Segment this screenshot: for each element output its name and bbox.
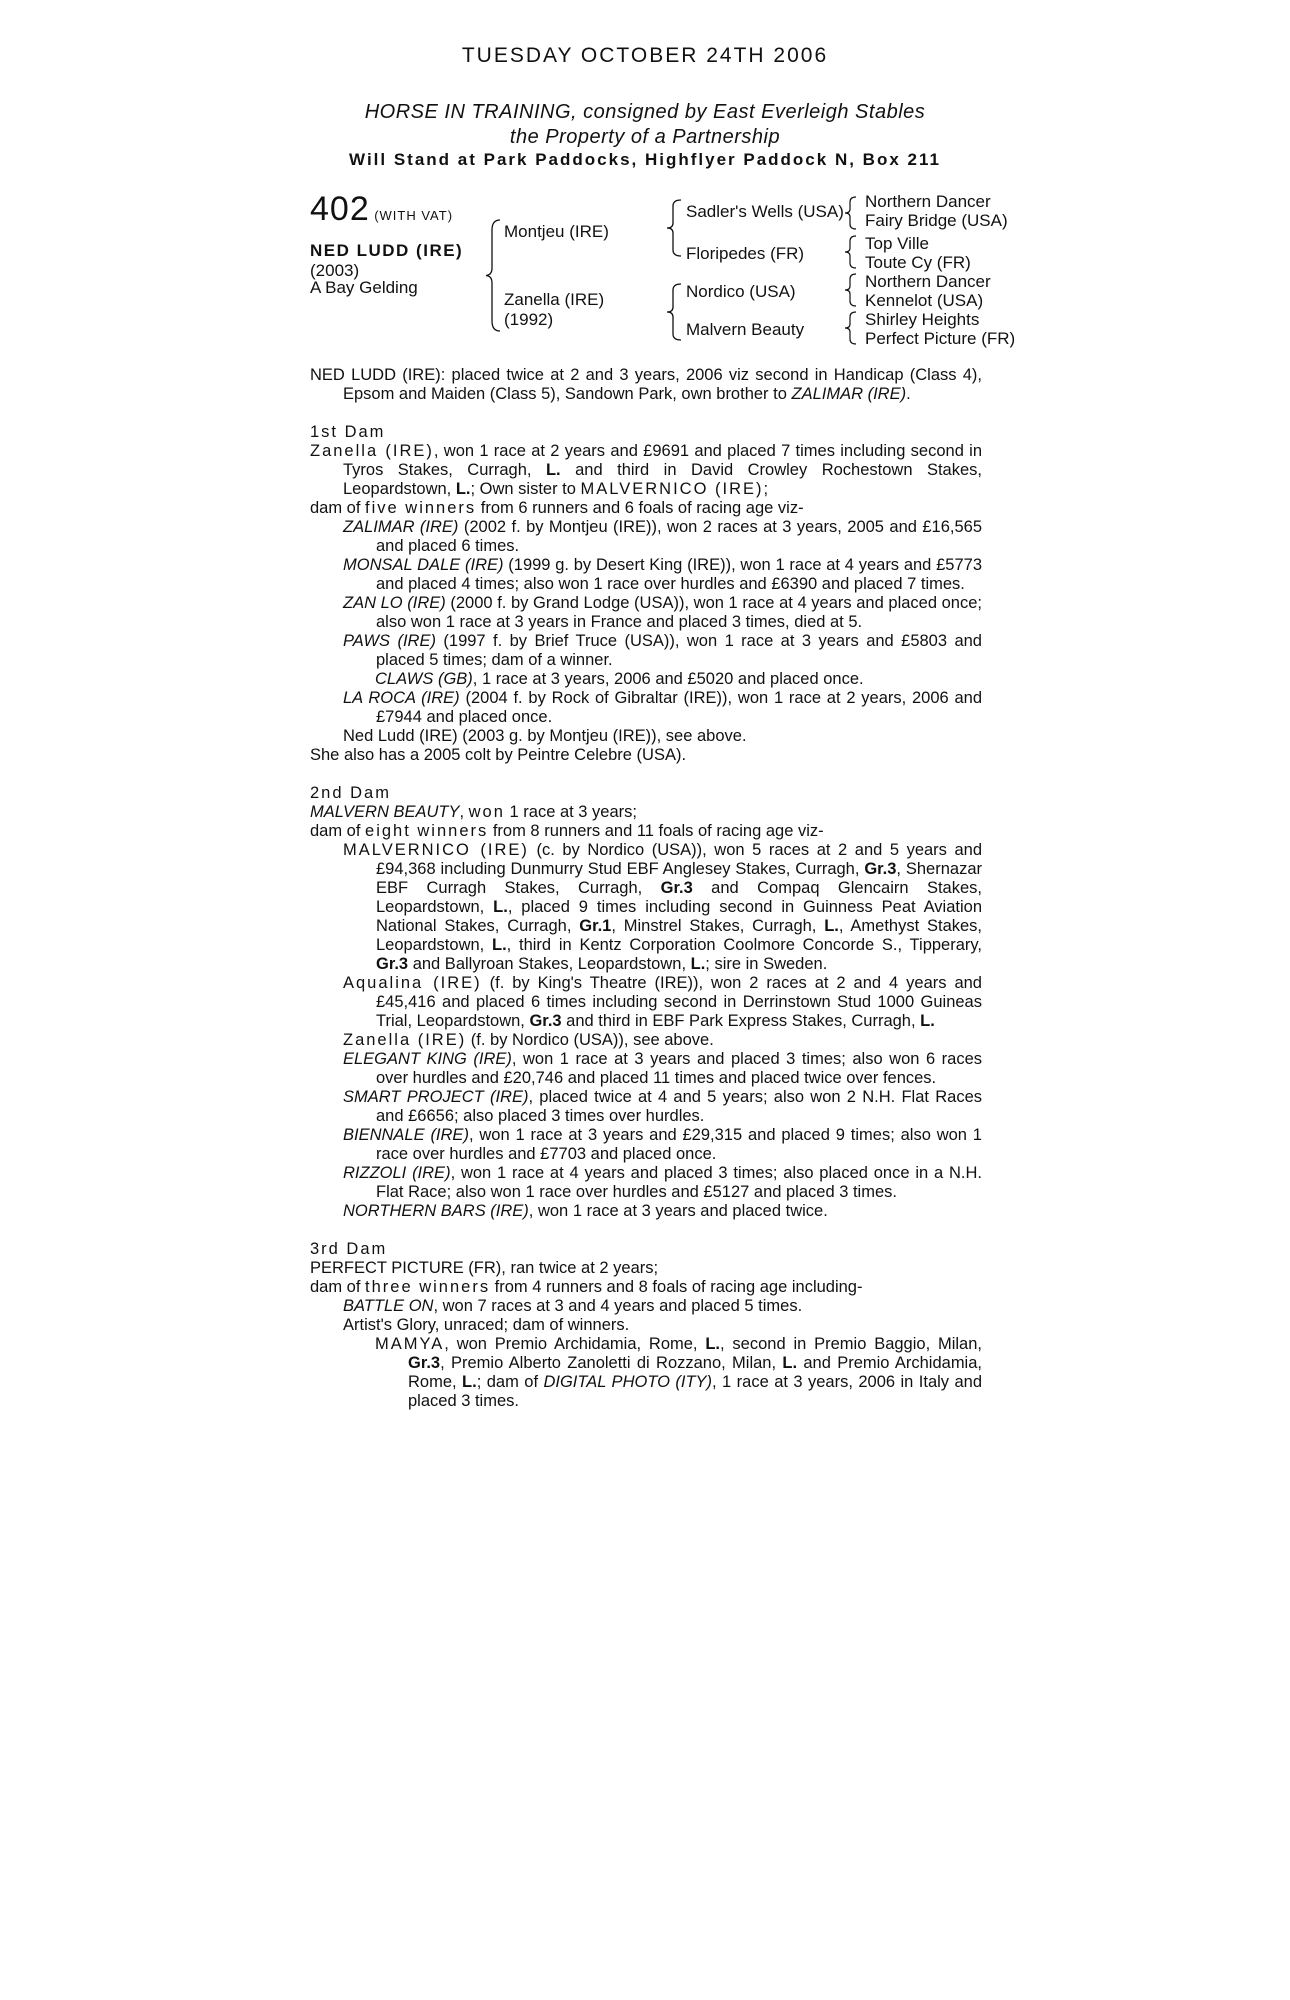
produce-zanella: Zanella (IRE) (f. by Nordico (USA)), see above. bbox=[343, 1031, 714, 1049]
consignor-line: HORSE IN TRAINING, consigned by East Everleigh Stables bbox=[364, 101, 926, 123]
sire: Montjeu (IRE) bbox=[504, 222, 609, 241]
second-dam-produce-summary: dam of eight winners from 8 runners and 11 foals of racing age viz- bbox=[310, 822, 824, 840]
horse-year: (2003) bbox=[310, 261, 360, 280]
third-dam-heading: 3rd Dam bbox=[310, 1240, 388, 1258]
produce-zalimar: ZALIMAR (IRE) (2002 f. by Montjeu (IRE)), won 2 races at 3 years, 2005 and £16,565 and placed 6 times. bbox=[343, 518, 982, 555]
gen3-1: Northern Dancer bbox=[865, 192, 991, 211]
produce-claws: CLAWS (GB), 1 race at 3 years, 2006 and £5020 and placed once. bbox=[375, 670, 864, 688]
dam-dam: Malvern Beauty bbox=[686, 320, 805, 339]
sire-dam: Floripedes (FR) bbox=[686, 244, 805, 263]
produce-smart-project: SMART PROJECT (IRE), placed twice at 4 and 5 years; also won 2 N.H. Flat Races and £6656; also placed 3 times over hurdles. bbox=[343, 1088, 982, 1125]
dam: Zanella (IRE) bbox=[504, 290, 605, 309]
pedigree-brace-2 bbox=[665, 198, 685, 258]
produce-mamya: MAMYA, won Premio Archidamia, Rome, L., second in Premio Baggio, Milan, Gr.3, Premio Alberto Zanoletti di Rozzano, Milan, L. and Premio Archidamia, Rome, L.; dam of DIGITAL PHOTO (ITY), 1 race at 3 years, 2006 in Italy and placed 3 times. bbox=[375, 1335, 983, 1410]
first-dam-heading: 1st Dam bbox=[310, 423, 386, 441]
vat-label: (WITH VAT) bbox=[374, 208, 454, 223]
produce-artists-glory: Artist's Glory, unraced; dam of winners. bbox=[343, 1316, 630, 1334]
second-dam-heading: 2nd Dam bbox=[310, 784, 391, 802]
third-dam-record: PERFECT PICTURE (FR), ran twice at 2 years; bbox=[310, 1259, 659, 1277]
produce-biennale: BIENNALE (IRE), won 1 race at 3 years and £29,315 and placed 9 times; also won 1 race over hurdles and £7703 and placed once. bbox=[343, 1126, 982, 1163]
pedigree-brace-1 bbox=[484, 218, 504, 333]
intro-paragraph: NED LUDD (IRE): placed twice at 2 and 3 years, 2006 viz second in Handicap (Class 4), Epsom and Maiden (Class 5), Sandown Park, own brother to ZALIMAR (IRE). bbox=[310, 366, 982, 403]
also-has-line: She also has a 2005 colt by Peintre Celebre (USA). bbox=[310, 746, 687, 764]
pedigree-brace-4 bbox=[843, 195, 859, 231]
gen3-4: Toute Cy (FR) bbox=[865, 253, 971, 272]
pedigree-brace-6 bbox=[843, 272, 859, 308]
produce-zan-lo: ZAN LO (IRE) (2000 f. by Grand Lodge (USA)), won 1 race at 4 years and placed once; also won 1 race at 3 years in France and placed 3 times, died at 5. bbox=[343, 594, 982, 631]
horse-name: NED LUDD (IRE) bbox=[310, 241, 464, 260]
horse-description: A Bay Gelding bbox=[310, 278, 418, 297]
produce-monsal-dale: MONSAL DALE (IRE) (1999 g. by Desert King (IRE)), won 1 race at 4 years and £5773 and placed 4 times; also won 1 race over hurdles and £6390 and placed 7 times. bbox=[343, 556, 982, 593]
location-line: Will Stand at Park Paddocks, Highflyer Paddock N, Box 211 bbox=[349, 150, 941, 169]
produce-northern-bars: NORTHERN BARS (IRE), won 1 race at 3 years and placed twice. bbox=[343, 1202, 828, 1220]
produce-rizzoli: RIZZOLI (IRE), won 1 race at 4 years and placed 3 times; also placed once in a N.H. Flat Race; also won 1 race over hurdles and £5127 and placed 3 times. bbox=[343, 1164, 982, 1201]
gen3-7: Shirley Heights bbox=[865, 310, 980, 329]
gen3-8: Perfect Picture (FR) bbox=[865, 329, 1016, 348]
produce-aqualina: Aqualina (IRE) (f. by King's Theatre (IRE)), won 2 races at 2 and 4 years and £45,416 and placed 6 times including second in Derrinstown Stud 1000 Guineas Trial, Leopardstown, Gr.3 and third in EBF Park Express Stakes, Curragh, L. bbox=[343, 974, 982, 1030]
sire-sire: Sadler's Wells (USA) bbox=[686, 202, 844, 221]
produce-la-roca: LA ROCA (IRE) (2004 f. by Rock of Gibraltar (IRE)), won 1 race at 2 years, 2006 and £7944 and placed once. bbox=[343, 689, 982, 726]
produce-ned-ludd: Ned Ludd (IRE) (2003 g. by Montjeu (IRE)), see above. bbox=[343, 727, 747, 745]
produce-elegant-king: ELEGANT KING (IRE), won 1 race at 3 years and placed 3 times; also won 6 races over hurdles and £20,746 and placed 11 times and placed twice over fences. bbox=[343, 1050, 982, 1087]
produce-malvernico: MALVERNICO (IRE) (c. by Nordico (USA)), won 5 races at 2 and 5 years and £94,368 including Dunmurry Stud EBF Anglesey Stakes, Curragh, Gr.3, Shernazar EBF Curragh Stakes, Curragh, Gr.3 and Compaq Glencairn Stakes, Leopardstown, L., placed 9 times including second in Guinness Peat Aviation National Stakes, Curragh, Gr.1, Minstrel Stakes, Curragh, L., Amethyst Stakes, Leopardstown, L., third in Kentz Corporation Coolmore Concorde S., Tipperary, Gr.3 and Ballyroan Stakes, Leopardstown, L.; sire in Sweden. bbox=[343, 841, 983, 973]
first-dam-record: Zanella (IRE), won 1 race at 2 years and £9691 and placed 7 times including second in Tyros Stakes, Curragh, L. and third in David Crowley Rochestown Stakes, Leopardstown, L.; Own sister to MALVERNICO (IRE); bbox=[310, 442, 982, 498]
dam-year: (1992) bbox=[504, 310, 554, 329]
pedigree-brace-5 bbox=[843, 234, 859, 270]
gen3-2: Fairy Bridge (USA) bbox=[865, 211, 1008, 230]
catalogue-text bbox=[310, 366, 982, 1411]
first-dam-produce-summary: dam of five winners from 6 runners and 6 foals of racing age viz- bbox=[310, 499, 804, 517]
sale-date: TUESDAY OCTOBER 24TH 2006 bbox=[461, 44, 829, 67]
third-dam-produce-summary: dam of three winners from 4 runners and 8 foals of racing age including- bbox=[310, 1278, 863, 1296]
pedigree-brace-7 bbox=[843, 310, 859, 346]
produce-paws: PAWS (IRE) (1997 f. by Brief Truce (USA)), won 1 race at 3 years and £5803 and placed 5 times; dam of a winner. bbox=[343, 632, 982, 669]
gen3-5: Northern Dancer bbox=[865, 272, 991, 291]
gen3-3: Top Ville bbox=[865, 234, 929, 253]
lot-number: 402 bbox=[310, 190, 370, 228]
second-dam-record: MALVERN BEAUTY, won 1 race at 3 years; bbox=[310, 803, 637, 821]
lot-number-line bbox=[310, 190, 453, 229]
pedigree-brace-3 bbox=[665, 282, 685, 342]
dam-sire: Nordico (USA) bbox=[686, 282, 796, 301]
gen3-6: Kennelot (USA) bbox=[865, 291, 984, 310]
property-line: the Property of a Partnership bbox=[509, 126, 781, 148]
produce-battle-on: BATTLE ON, won 7 races at 3 and 4 years and placed 5 times. bbox=[343, 1297, 803, 1315]
